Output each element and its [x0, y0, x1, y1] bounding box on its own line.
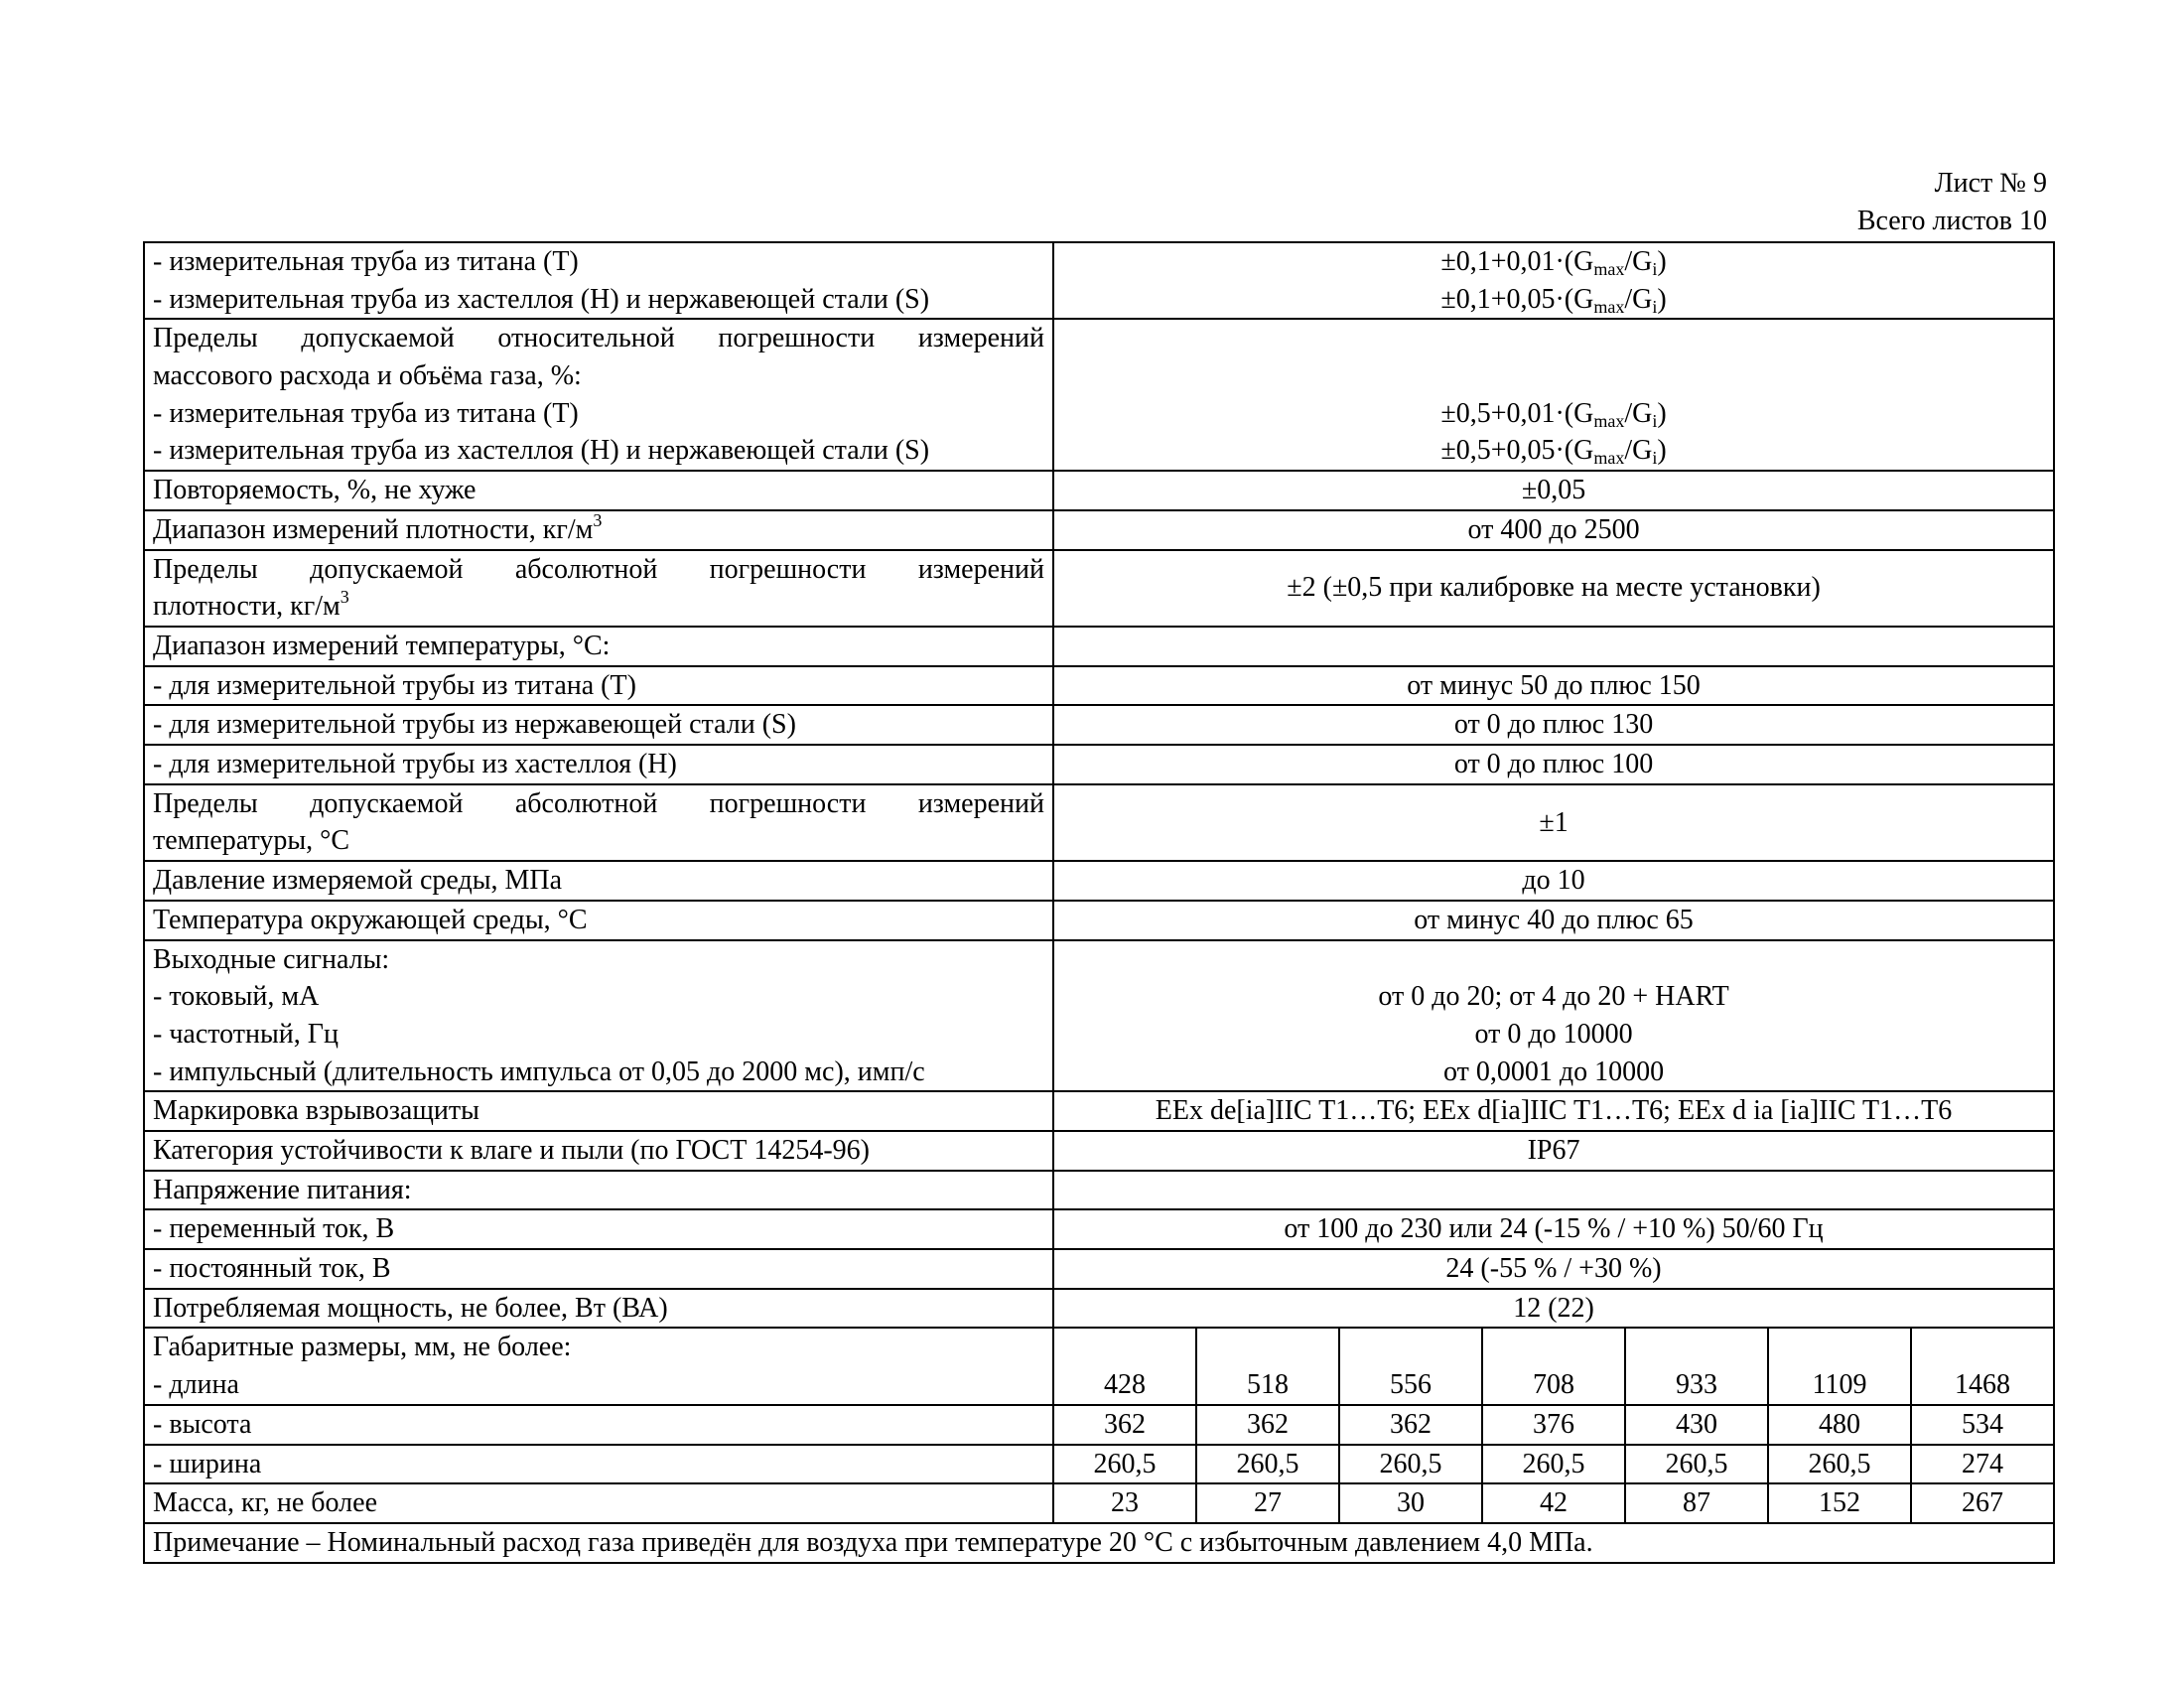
repeatability-value: ±0,05 [1053, 471, 2054, 510]
density-error-value: ±2 (±0,5 при калибровке на месте установки) [1053, 550, 2054, 627]
ambient-temp-value: от минус 40 до плюс 65 [1053, 901, 2054, 940]
ambient-temp-label: Температура окружающей среды, °С [144, 901, 1053, 940]
repeatability-label: Повторяемость, %, не хуже [144, 471, 1053, 510]
height-cell: 362 [1339, 1405, 1482, 1445]
row-density-range [144, 510, 2054, 550]
mass-label: Масса, кг, не более [144, 1483, 1053, 1523]
power-label: Потребляемая мощность, не более, Вт (ВА) [144, 1289, 1053, 1329]
width-label: - ширина [144, 1445, 1053, 1484]
length-cell: 1109 [1768, 1328, 1911, 1404]
row-dim-length [144, 1328, 2054, 1404]
length-cell: 1468 [1911, 1328, 2054, 1404]
row-note [144, 1523, 2054, 1563]
mass-flow-titan-label: - измерительная труба из титана (T) [153, 246, 579, 277]
temp-range-label: Диапазон измерений температуры, °С: [144, 627, 1053, 666]
outputs-pulse-value: от 0,0001 до 10000 [1442, 1055, 1665, 1087]
outputs-values [1053, 940, 2054, 1092]
mass-flow-titan-formula: $\pm 0,1+0,01\cdot(G_{max}/G_i)$ [1440, 246, 1667, 279]
gas-limits-line1: Пределы допускаемой относительной погрешности измерений [153, 323, 1044, 354]
temp-steel-label: - для измерительной трубы из нержавеющей стали (S) [144, 705, 1053, 745]
width-cell: 260,5 [1768, 1445, 1911, 1484]
sheet-number: Лист № 9 [1934, 168, 2047, 199]
mass-cell: 267 [1911, 1483, 2054, 1523]
row-mass-flow-accuracy [144, 242, 2054, 319]
row-temp-steel [144, 705, 2054, 745]
gas-accuracy-labels [144, 319, 1053, 471]
row-mass [144, 1483, 2054, 1523]
row-supply-ac [144, 1209, 2054, 1249]
density-range-value: от 400 до 2500 [1053, 510, 2054, 550]
row-supply-dc [144, 1249, 2054, 1289]
outputs-freq-label: - частотный, Гц [153, 1018, 339, 1050]
temp-error-value: ±1 [1053, 784, 2054, 861]
outputs-labels [144, 940, 1053, 1092]
specifications-table [143, 241, 2055, 1564]
outputs-freq-value: от 0 до 10000 [1474, 1018, 1633, 1050]
pressure-value: до 10 [1053, 861, 2054, 901]
width-cell: 260,5 [1196, 1445, 1339, 1484]
width-cell: 260,5 [1053, 1445, 1196, 1484]
ex-marking-label: Маркировка взрывозащиты [144, 1091, 1053, 1131]
length-cell: 933 [1625, 1328, 1768, 1404]
row-density-error [144, 550, 2054, 627]
width-cell: 260,5 [1482, 1445, 1625, 1484]
supply-ac-label: - переменный ток, В [144, 1209, 1053, 1249]
width-cell: 260,5 [1625, 1445, 1768, 1484]
height-cell: 376 [1482, 1405, 1625, 1445]
width-cell: 260,5 [1339, 1445, 1482, 1484]
temp-error-label: Пределы допускаемой абсолютной погрешности измерений температуры, °С [144, 784, 1053, 861]
mass-flow-hast-formula: $\pm 0,1+0,05\cdot(G_{max}/G_i)$ [1440, 283, 1667, 317]
temp-hast-label: - для измерительной трубы из хастеллоя (H) [144, 745, 1053, 784]
ex-marking-value: EEx de[ia]IIC T1…T6; EEx d[ia]IIC T1…T6; EEx d ia [ia]IIC T1…T6 [1053, 1091, 2054, 1131]
width-cell: 274 [1911, 1445, 2054, 1484]
height-cell: 362 [1053, 1405, 1196, 1445]
outputs-pulse-label: - импульсный (длительность импульса от 0,05 до 2000 мс), имп/с [153, 1055, 925, 1087]
length-cell: 428 [1053, 1328, 1196, 1404]
outputs-current-label: - токовый, мА [153, 981, 320, 1013]
height-cell: 534 [1911, 1405, 2054, 1445]
row-pressure [144, 861, 2054, 901]
outputs-title: Выходные сигналы: [153, 943, 390, 975]
temp-hast-value: от 0 до плюс 100 [1053, 745, 2054, 784]
ip-rating-label: Категория устойчивости к влаге и пыли (по ГОСТ 14254-96) [144, 1131, 1053, 1171]
row-supply-title [144, 1171, 2054, 1210]
dimensions-labels [144, 1328, 1053, 1404]
gas-hast-formula: $\pm 0,5+0,05\cdot(G_{max}/G_i)$ [1440, 435, 1667, 469]
row-repeatability [144, 471, 2054, 510]
length-cell: 708 [1482, 1328, 1625, 1404]
row-dim-height [144, 1405, 2054, 1445]
row-temp-titan [144, 666, 2054, 706]
temp-titan-value: от минус 50 до плюс 150 [1053, 666, 2054, 706]
row-ambient-temp [144, 901, 2054, 940]
mass-cell: 23 [1053, 1483, 1196, 1523]
supply-title-value [1053, 1171, 2054, 1210]
length-label: - длина [153, 1369, 239, 1401]
row-dim-width [144, 1445, 2054, 1484]
supply-ac-value: от 100 до 230 или 24 (-15 % / +10 %) 50/60 Гц [1053, 1209, 2054, 1249]
gas-titan-label: - измерительная труба из титана (T) [153, 397, 579, 429]
mass-flow-values [1053, 242, 2054, 319]
supply-dc-value: 24 (-55 % / +30 %) [1053, 1249, 2054, 1289]
row-ip-rating [144, 1131, 2054, 1171]
mass-cell: 87 [1625, 1483, 1768, 1523]
row-gas-accuracy [144, 319, 2054, 471]
height-label: - высота [144, 1405, 1053, 1445]
row-temp-hast [144, 745, 2054, 784]
temp-range-value [1053, 627, 2054, 666]
dimensions-title: Габаритные размеры, мм, не более: [153, 1332, 572, 1363]
pressure-label: Давление измеряемой среды, МПа [144, 861, 1053, 901]
row-temp-error [144, 784, 2054, 861]
gas-accuracy-values [1053, 319, 2054, 471]
sheet-header [1857, 165, 2047, 240]
outputs-current-value: от 0 до 20; от 4 до 20 + HART [1378, 981, 1729, 1013]
height-cell: 362 [1196, 1405, 1339, 1445]
row-ex-marking [144, 1091, 2054, 1131]
mass-flow-labels [144, 242, 1053, 319]
temp-steel-value: от 0 до плюс 130 [1053, 705, 2054, 745]
height-cell: 480 [1768, 1405, 1911, 1445]
gas-hast-label: - измерительная труба из хастеллоя (H) и нержавеющей стали (S) [153, 435, 930, 467]
temp-titan-label: - для измерительной трубы из титана (T) [144, 666, 1053, 706]
power-value: 12 (22) [1053, 1289, 2054, 1329]
density-range-label: Диапазон измерений плотности, $кг/м^3$ [144, 510, 1053, 550]
row-power [144, 1289, 2054, 1329]
table-note: Примечание – Номинальный расход газа приведён для воздуха при температуре 20 °С с избыточным давлением 4,0 МПа. [144, 1523, 2054, 1563]
height-cell: 430 [1625, 1405, 1768, 1445]
gas-limits-line2: массового расхода и объёма газа, %: [153, 360, 582, 392]
sheet-total: Всего листов 10 [1856, 206, 2047, 236]
mass-cell: 42 [1482, 1483, 1625, 1523]
row-outputs [144, 940, 2054, 1092]
mass-cell: 27 [1196, 1483, 1339, 1523]
density-error-label: Пределы допускаемой абсолютной погрешности измерений плотности, $кг/м^3$ [144, 550, 1053, 627]
ip-rating-value: IP67 [1053, 1131, 2054, 1171]
mass-cell: 30 [1339, 1483, 1482, 1523]
gas-titan-formula: $\pm 0,5+0,01\cdot(G_{max}/G_i)$ [1440, 397, 1667, 431]
row-temp-range [144, 627, 2054, 666]
supply-title: Напряжение питания: [144, 1171, 1053, 1210]
length-cell: 518 [1196, 1328, 1339, 1404]
supply-dc-label: - постоянный ток, В [144, 1249, 1053, 1289]
mass-cell: 152 [1768, 1483, 1911, 1523]
length-cell: 556 [1339, 1328, 1482, 1404]
mass-flow-hast-label: - измерительная труба из хастеллоя (H) и нержавеющей стали (S) [153, 283, 930, 315]
